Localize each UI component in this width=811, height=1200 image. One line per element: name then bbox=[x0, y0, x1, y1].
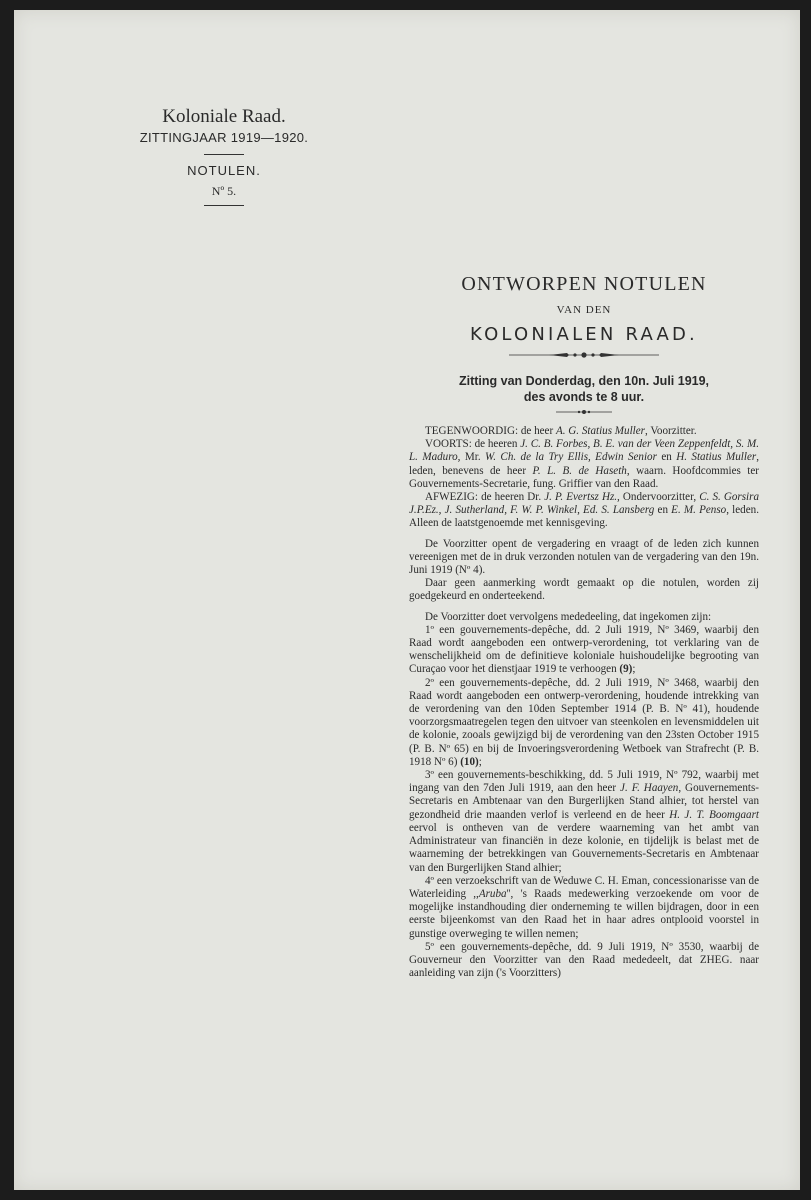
minutes-title: ONTWORPEN NOTULEN bbox=[461, 273, 707, 295]
list-item-4: 4º een verzoekschrift van de Weduwe C. H. Eman, concessionarisse van de Waterleiding ,,Aruba'', 's Raads medewerking verzoekende om voor de mogelijke instandhouding dier onderneming te willen bijdragen, door in een eerste bijeenkomst van den Raad het in haar adres ontplooid voorstel in gunstige overweging te willen nemen; bbox=[409, 874, 759, 940]
document-page bbox=[14, 10, 800, 1190]
session-line-2: des avonds te 8 uur. bbox=[523, 390, 645, 404]
left-header bbox=[124, 106, 324, 206]
list-item-2: 2º een gouvernements-depêche, dd. 2 Juli 1919, Nº 3468, waarbij den Raad wordt aangeboden een ontwerp-verordening, houdende intrekking van de verordening van den 10den September 1914 (P. B. Nº 41), houdende voorzorgsmaatregelen tegen den uitvoer van steenkolen en levensmiddelen uit de kolonie, zooals gewijzigd bij de verordening van den 23sten October 1915 (P. B. Nº 65) en bij de Invoeringsverordening Wetboek van Strafrecht (P. B. 1918 Nº 6) (10); bbox=[409, 676, 759, 768]
session-year: ZITTINGJAAR 1919—1920. bbox=[139, 130, 309, 145]
list-item-1: 1º een gouvernements-depêche, dd. 2 Juli 1919, Nº 3469, waarbij den Raad wordt aangeboden een ontwerp-verordening, tot verklaring van de wenschelijkheid om de definitieve koloniale huishoudelijke begrooting van Curaçao voor het dienstjaar 1919 te verhoogen (9); bbox=[409, 623, 759, 676]
attendance-present: TEGENWOORDIG: de heer A. G. Statius Muller, Voorzitter. bbox=[425, 425, 697, 437]
attendance-also: VOORTS: de heeren J. C. B. Forbes, B. E. van der Veen Zeppenfeldt, S. M. L. Maduro, Mr. W. Ch. de la Try Ellis, Edwin Senior en H. Statius Muller, leden, benevens de heer P. L. B. de Haseth, waarn. Hoofdcommies ter Gouvernements-Secretarie, fung. Griffier van den Raad. bbox=[409, 438, 759, 490]
paragraph-announcement: De Voorzitter doet vervolgens mededeeling, dat ingekomen zijn: bbox=[425, 610, 712, 623]
minutes-column bbox=[409, 272, 759, 980]
document-number: Nº 5. bbox=[211, 184, 237, 198]
small-ornament-icon bbox=[556, 409, 612, 415]
minutes-body bbox=[409, 425, 759, 980]
divider bbox=[204, 205, 244, 206]
ornament-divider-icon bbox=[509, 351, 659, 359]
minutes-header bbox=[409, 272, 759, 415]
notulen-label: NOTULEN. bbox=[187, 163, 261, 178]
council-title: Koloniale Raad. bbox=[162, 106, 286, 127]
list-item-3: 3º een gouvernements-beschikking, dd. 5 Juli 1919, Nº 792, waarbij met ingang van den 7den Juli 1919, aan den heer J. F. Haayen, Gouvernements-Secretaris en Ambtenaar van den Burgerlijken Stand alhier, tot herstel van gezondheid drie maanden verlof is verleend en de heer H. J. T. Boomgaart eervol is ontheven van de verdere waarneming van het ambt van Administrateur van financiën in deze kolonie, en tijdelijk is belast met de waarneming der betrekkingen van Gouvernements-Secretaris en Ambtenaar van den Burgerlijken Stand alhier; bbox=[409, 769, 759, 874]
divider bbox=[204, 154, 244, 155]
paragraph-opening: De Voorzitter opent de vergadering en vraagt of de leden zich kunnen vereenigen met de in druk verzonden notulen van de vergadering van den 19n. Juni 1919 (Nº 4). bbox=[409, 537, 759, 577]
session-line-1: Zitting van Donderdag, den 10n. Juli 1919, bbox=[458, 374, 710, 388]
list-item-5: 5º een gouvernements-depêche, dd. 9 Juli 1919, Nº 3530, waarbij de Gouverneur den Voorzitter van den Raad mededeelt, dat ZHEG. naar aanleiding van zijn ('s Voorzitters) bbox=[409, 940, 759, 980]
council-name: KOLONIALEN RAAD. bbox=[470, 324, 698, 345]
attendance-absent: AFWEZIG: de heeren Dr. J. P. Evertsz Hz., Ondervoorzitter, C. S. Gorsira J.P.Ez., J. Sutherland, F. W. P. Winkel, Ed. S. Lansberg en E. M. Penso, leden. Alleen de laatstgenoemde met kennisgeving. bbox=[409, 491, 759, 530]
paragraph-approval: Daar geen aanmerking wordt gemaakt op die notulen, worden zij goedgekeurd en onderteekend. bbox=[409, 577, 759, 603]
van-den-label: VAN DEN bbox=[556, 304, 612, 316]
